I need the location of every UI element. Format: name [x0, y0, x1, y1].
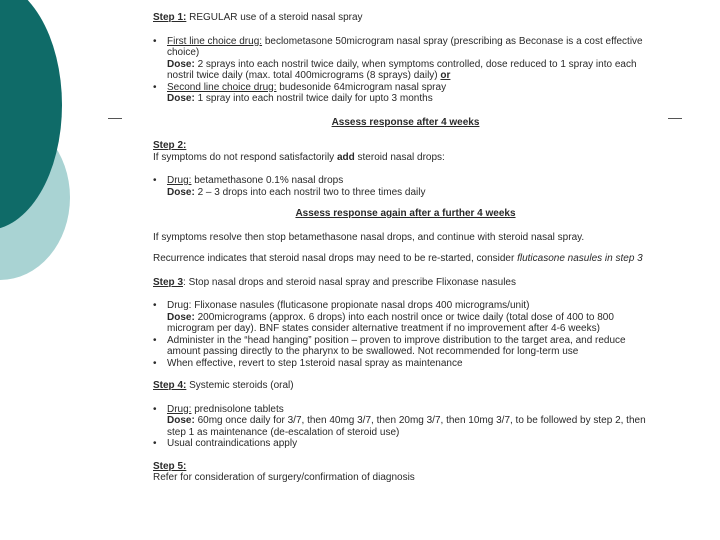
- step1-first-line-dose-label: Dose:: [167, 58, 195, 70]
- step3-dose-text: 200micrograms (approx. 6 drops) into each nostril once or twice daily (total dose of 400 to 800 microgram per day). BNF states consider alternative treatment if no improvement after 4-6 weeks): [167, 311, 614, 334]
- step4-list: [153, 404, 658, 450]
- step1-first-line-dose-text: 2 sprays into each nostril twice daily, when symptoms controlled, dose reduced to 1 spray into each nostril twice daily (max. total 400micrograms (8 sprays) daily): [167, 58, 637, 81]
- step2-label: Step 2:: [153, 140, 187, 151]
- step1-first-line-text: beclometasone 50microgram nasal spray (prescribing as Beconase is a cost effective choice): [167, 35, 643, 58]
- left-margin-mark: [108, 118, 122, 119]
- assess-4-weeks: Assess response after 4 weeks: [331, 116, 480, 128]
- step2-dose-label: Dose:: [167, 186, 195, 198]
- step1-heading: [153, 12, 658, 24]
- step3-item-administer: [153, 335, 658, 358]
- step4-item-contraindications: [153, 438, 658, 450]
- step5-label: Step 5:: [153, 460, 187, 472]
- step2-intro: [153, 152, 658, 164]
- step2-drug-text: betamethasone 0.1% nasal drops: [191, 175, 344, 186]
- step2-list: [153, 175, 658, 198]
- step3-item-revert: [153, 358, 658, 370]
- step2-heading: [153, 140, 658, 152]
- step3-revert-text: When effective, revert to step 1steroid nasal spray as maintenance: [167, 357, 463, 369]
- step3-item-drug: [153, 300, 658, 335]
- step2-item-drug: [153, 175, 658, 198]
- step3-dose-label: Dose:: [167, 311, 195, 323]
- step4-drug-label: Drug:: [167, 403, 192, 415]
- step1-list: [153, 36, 658, 105]
- step1-or: or: [440, 70, 451, 81]
- step3-list: [153, 300, 658, 369]
- assess-further-4-weeks: Assess response again after a further 4 weeks: [295, 208, 516, 219]
- step4-heading: [153, 380, 658, 392]
- step5-heading: [153, 461, 658, 473]
- step3-heading: [153, 277, 658, 289]
- step4-dose-label: Dose:: [167, 415, 195, 426]
- step2-intro-add: add: [336, 151, 355, 163]
- step1-item-first-line: [153, 36, 658, 82]
- step1-second-line-text: budesonide 64microgram nasal spray: [276, 81, 447, 93]
- protocol-document: [153, 12, 658, 484]
- step4-label: Step 4:: [153, 380, 187, 391]
- step3-heading-text: : Stop nasal drops and steroid nasal spray and prescribe Flixonase nasules: [183, 276, 516, 288]
- recurrence-text: Recurrence indicates that steroid nasal drops may need to be re-started, consider: [153, 253, 518, 264]
- step2-intro-pre: If symptoms do not respond satisfactorily: [153, 151, 337, 163]
- step3-label: Step 3: [153, 276, 184, 288]
- step4-item-drug: [153, 404, 658, 439]
- step3-drug-text: Drug: Flixonase nasules (fluticasone propionate nasal drops 400 micrograms/unit): [167, 300, 530, 311]
- recurrence-paragraph: [153, 253, 658, 265]
- step1-label: Step 1:: [153, 12, 187, 23]
- step1-heading-text: REGULAR use of a steroid nasal spray: [186, 12, 363, 23]
- step4-drug-text: prednisolone tablets: [191, 403, 284, 415]
- step2-dose-text: 2 – 3 drops into each nostril two to three times daily: [194, 186, 426, 198]
- step1-second-line-dose-label: Dose:: [167, 93, 195, 104]
- resolve-paragraph: If symptoms resolve then stop betamethasone nasal drops, and continue with steroid nasal spray.: [153, 231, 585, 243]
- step4-contraindications-text: Usual contraindications apply: [167, 438, 298, 449]
- step2-drug-label: Drug:: [167, 175, 192, 186]
- right-margin-mark: [668, 118, 682, 119]
- step5-text: Refer for consideration of surgery/confirmation of diagnosis: [153, 472, 415, 483]
- step4-dose-text: 60mg once daily for 3/7, then 40mg 3/7, then 20mg 3/7, then 10mg 3/7, to be followed by step 2, then step 1 as maintenance (de-escalation of steroid use): [167, 415, 646, 438]
- step1-second-line-label: Second line choice drug:: [167, 81, 277, 93]
- step3-administer-text: Administer in the “head hanging” position – proven to improve distribution to the target area, and reduce amount passing directly to the pharynx to be swallowed. Not recommended for long-term use: [167, 334, 626, 357]
- step1-item-second-line: [153, 82, 658, 105]
- step1-first-line-label: First line choice drug:: [167, 35, 263, 47]
- step1-second-line-dose-text: 1 spray into each nostril twice daily for upto 3 months: [194, 93, 433, 104]
- step2-intro-post: steroid nasal drops:: [354, 151, 445, 163]
- recurrence-italic: fluticasone nasules in step 3: [517, 253, 643, 264]
- step4-heading-text: Systemic steroids (oral): [186, 380, 294, 391]
